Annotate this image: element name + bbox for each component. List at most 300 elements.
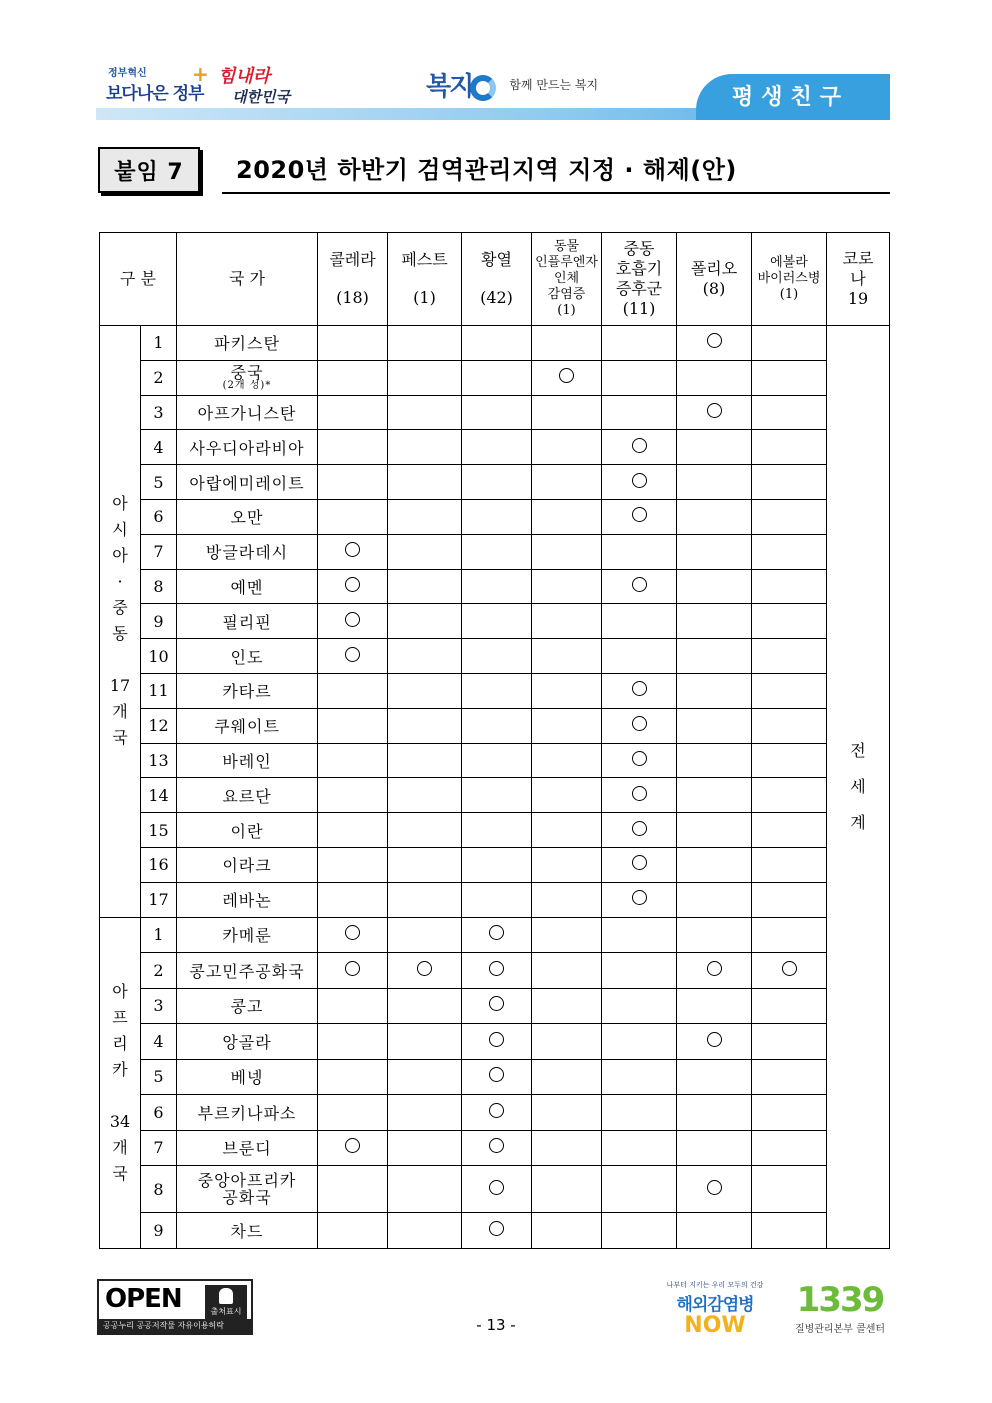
circle-mark-icon xyxy=(632,855,647,870)
mark-cell xyxy=(677,430,752,465)
circle-mark-icon xyxy=(632,438,647,453)
row-number: 11 xyxy=(141,673,177,708)
mark-cell xyxy=(462,708,532,743)
circle-mark-icon xyxy=(489,1221,504,1236)
country-name: 파키스탄 xyxy=(177,326,318,361)
row-number: 3 xyxy=(141,988,177,1024)
mark-cell xyxy=(602,1130,677,1166)
country-name: 콩고민주공화국 xyxy=(177,953,318,989)
circle-mark-icon xyxy=(345,961,360,976)
country-name: 부르키나파소 xyxy=(177,1095,318,1131)
mark-cell xyxy=(677,1166,752,1213)
table-row xyxy=(100,917,890,953)
mark-cell xyxy=(388,639,462,674)
mark-cell xyxy=(318,326,388,361)
row-number: 16 xyxy=(141,847,177,882)
mark-cell xyxy=(462,988,532,1024)
mark-cell xyxy=(532,326,602,361)
mark-cell xyxy=(388,430,462,465)
country-name: 중앙아프리카 공화국 xyxy=(177,1166,318,1213)
header-avian-influenza: 동물 인플루엔자 인체 감염증 (1) xyxy=(532,233,602,326)
table-row xyxy=(100,882,890,917)
mark-cell xyxy=(318,708,388,743)
kogl-open-license: OPEN 출처표시 공공누리 공공저작물 자유이용허락 xyxy=(97,1279,253,1335)
mark-cell xyxy=(462,778,532,813)
country-name: 사우디아라비아 xyxy=(177,430,318,465)
mark-cell xyxy=(677,882,752,917)
circle-mark-icon xyxy=(632,716,647,731)
mark-cell xyxy=(388,465,462,500)
mark-cell xyxy=(318,430,388,465)
mark-cell xyxy=(677,395,752,430)
circle-mark-icon xyxy=(782,961,797,976)
country-name: 아랍에미레이트 xyxy=(177,465,318,500)
mark-cell xyxy=(677,1059,752,1095)
circle-mark-icon xyxy=(632,507,647,522)
mark-cell xyxy=(388,395,462,430)
row-number: 3 xyxy=(141,395,177,430)
table-row xyxy=(100,1095,890,1131)
mark-cell xyxy=(532,1059,602,1095)
mark-cell xyxy=(462,673,532,708)
mark-cell xyxy=(677,743,752,778)
mark-cell xyxy=(318,1059,388,1095)
country-name: 이라크 xyxy=(177,847,318,882)
mark-cell xyxy=(752,534,827,569)
mark-cell xyxy=(602,1059,677,1095)
mark-cell xyxy=(602,743,677,778)
mark-cell xyxy=(462,917,532,953)
bokji-logo: 복지 $^{함께 만드는 복지}$ xyxy=(426,72,599,102)
circle-mark-icon xyxy=(345,612,360,627)
mark-cell xyxy=(532,1166,602,1213)
mark-cell xyxy=(388,1166,462,1213)
mark-cell xyxy=(752,917,827,953)
mark-cell xyxy=(388,708,462,743)
row-number: 10 xyxy=(141,639,177,674)
circle-mark-icon xyxy=(489,1067,504,1082)
mark-cell xyxy=(677,1095,752,1131)
row-number: 2 xyxy=(141,360,177,395)
mark-cell xyxy=(318,569,388,604)
mark-cell xyxy=(752,1130,827,1166)
mark-cell xyxy=(388,1095,462,1131)
header-ebola: 에볼라 바이러스병 (1) xyxy=(752,233,827,326)
mark-cell xyxy=(532,743,602,778)
mark-cell xyxy=(318,673,388,708)
covid-worldwide-cell: 전 세 계 xyxy=(827,326,890,1249)
mark-cell xyxy=(462,604,532,639)
row-number: 4 xyxy=(141,430,177,465)
mark-cell xyxy=(462,1130,532,1166)
mark-cell xyxy=(602,882,677,917)
mark-cell xyxy=(752,639,827,674)
table-row xyxy=(100,604,890,639)
mark-cell xyxy=(462,569,532,604)
mark-cell xyxy=(388,778,462,813)
mark-cell xyxy=(602,395,677,430)
header-row xyxy=(100,233,890,326)
mark-cell xyxy=(318,953,388,989)
mark-cell xyxy=(752,360,827,395)
country-name: 쿠웨이트 xyxy=(177,708,318,743)
mark-cell xyxy=(532,708,602,743)
row-number: 12 xyxy=(141,708,177,743)
mark-cell xyxy=(532,534,602,569)
table-row xyxy=(100,639,890,674)
mark-cell xyxy=(752,326,827,361)
row-number: 6 xyxy=(141,499,177,534)
mark-cell xyxy=(602,360,677,395)
mark-cell xyxy=(677,813,752,848)
mark-cell xyxy=(602,465,677,500)
country-name: 필리핀 xyxy=(177,604,318,639)
mark-cell xyxy=(318,917,388,953)
mark-cell xyxy=(388,988,462,1024)
country-name: 요르단 xyxy=(177,778,318,813)
mark-cell xyxy=(752,499,827,534)
strong-korea-logo: 힘내라 대한민국 xyxy=(218,66,290,106)
mark-cell xyxy=(752,1095,827,1131)
mark-cell xyxy=(318,988,388,1024)
mark-cell xyxy=(318,499,388,534)
mark-cell xyxy=(532,465,602,500)
mark-cell xyxy=(318,743,388,778)
mark-cell xyxy=(318,778,388,813)
table-row xyxy=(100,465,890,500)
country-name: 레바논 xyxy=(177,882,318,917)
mark-cell xyxy=(462,1059,532,1095)
country-name: 오만 xyxy=(177,499,318,534)
table-row xyxy=(100,743,890,778)
mark-cell xyxy=(602,326,677,361)
row-number: 6 xyxy=(141,1095,177,1131)
mark-cell xyxy=(532,813,602,848)
quarantine-table xyxy=(99,232,890,1249)
mark-cell xyxy=(602,917,677,953)
row-number: 15 xyxy=(141,813,177,848)
table-row xyxy=(100,499,890,534)
mark-cell xyxy=(677,1130,752,1166)
kcdc-1339-logo: 1339 질병관리본부 콜센터 xyxy=(794,1280,886,1335)
mark-cell xyxy=(602,813,677,848)
mark-cell xyxy=(318,395,388,430)
table-row xyxy=(100,1130,890,1166)
mark-cell xyxy=(462,430,532,465)
mark-cell xyxy=(388,534,462,569)
mark-cell xyxy=(602,1024,677,1060)
circle-mark-icon xyxy=(632,577,647,592)
mark-cell xyxy=(752,778,827,813)
mark-cell xyxy=(532,1213,602,1249)
mark-cell xyxy=(752,1166,827,1213)
header-plague: 페스트 (1) xyxy=(388,233,462,326)
mark-cell xyxy=(388,1130,462,1166)
mark-cell xyxy=(752,708,827,743)
table-row xyxy=(100,395,890,430)
mark-cell xyxy=(388,326,462,361)
mark-cell xyxy=(677,360,752,395)
circle-mark-icon xyxy=(632,751,647,766)
mark-cell xyxy=(532,1024,602,1060)
header-mers: 중동 호흡기 증후군 (11) xyxy=(602,233,677,326)
circle-mark-icon xyxy=(632,890,647,905)
mark-cell xyxy=(532,639,602,674)
mark-cell xyxy=(318,360,388,395)
gov-innovation-logo: 정부혁신 보다나은 정부 + xyxy=(106,62,209,104)
mark-cell xyxy=(677,326,752,361)
header-category: 구 분 xyxy=(100,233,177,326)
mark-cell xyxy=(318,847,388,882)
mark-cell xyxy=(532,499,602,534)
table-row xyxy=(100,813,890,848)
country-name: 중국 (2개 성)* xyxy=(177,360,318,395)
mark-cell xyxy=(532,847,602,882)
mark-cell xyxy=(462,360,532,395)
country-name: 카메룬 xyxy=(177,917,318,953)
table-row xyxy=(100,360,890,395)
region-group-label: 아 시 아 · 중 동 17 개 국 xyxy=(100,326,141,918)
mark-cell xyxy=(602,988,677,1024)
mark-cell xyxy=(752,569,827,604)
row-number: 9 xyxy=(141,604,177,639)
header-country: 국 가 xyxy=(177,233,318,326)
row-number: 2 xyxy=(141,953,177,989)
table-row xyxy=(100,1024,890,1060)
mark-cell xyxy=(462,847,532,882)
row-number: 7 xyxy=(141,1130,177,1166)
mark-cell xyxy=(602,1213,677,1249)
mark-cell xyxy=(602,569,677,604)
mark-cell xyxy=(532,953,602,989)
circle-mark-icon xyxy=(489,1138,504,1153)
header-tab: 평생친구 xyxy=(696,74,890,120)
mark-cell xyxy=(462,1095,532,1131)
mark-cell xyxy=(602,1166,677,1213)
table-row xyxy=(100,534,890,569)
mark-cell xyxy=(318,1024,388,1060)
circle-mark-icon xyxy=(345,647,360,662)
table-row xyxy=(100,1166,890,1213)
country-name: 카타르 xyxy=(177,673,318,708)
mark-cell xyxy=(677,639,752,674)
header-yellow-fever: 황열 (42) xyxy=(462,233,532,326)
page-number: - 13 - xyxy=(476,1316,516,1334)
table-row xyxy=(100,569,890,604)
mark-cell xyxy=(677,1024,752,1060)
row-number: 14 xyxy=(141,778,177,813)
circle-mark-icon xyxy=(707,1032,722,1047)
mark-cell xyxy=(752,395,827,430)
table-row xyxy=(100,1213,890,1249)
mark-cell xyxy=(462,534,532,569)
circle-mark-icon xyxy=(632,681,647,696)
mark-cell xyxy=(318,639,388,674)
mark-cell xyxy=(752,847,827,882)
mark-cell xyxy=(752,988,827,1024)
country-name: 콩고 xyxy=(177,988,318,1024)
mark-cell xyxy=(752,1213,827,1249)
circle-mark-icon xyxy=(632,786,647,801)
mark-cell xyxy=(677,917,752,953)
mark-cell xyxy=(388,1059,462,1095)
mark-cell xyxy=(462,395,532,430)
row-number: 9 xyxy=(141,1213,177,1249)
mark-cell xyxy=(752,1059,827,1095)
attribution-icon: 출처표시 xyxy=(205,1285,247,1319)
mark-cell xyxy=(677,569,752,604)
mark-cell xyxy=(318,1095,388,1131)
table-row xyxy=(100,847,890,882)
row-number: 1 xyxy=(141,326,177,361)
country-name: 아프가니스탄 xyxy=(177,395,318,430)
mark-cell xyxy=(602,639,677,674)
circle-mark-icon xyxy=(707,1180,722,1195)
mark-cell xyxy=(388,917,462,953)
mark-cell xyxy=(677,708,752,743)
mark-cell xyxy=(677,988,752,1024)
mark-cell xyxy=(462,499,532,534)
mark-cell xyxy=(602,499,677,534)
row-number: 8 xyxy=(141,1166,177,1213)
mark-cell xyxy=(462,465,532,500)
table-row xyxy=(100,988,890,1024)
mark-cell xyxy=(677,1213,752,1249)
row-number: 8 xyxy=(141,569,177,604)
circle-mark-icon xyxy=(559,368,574,383)
mark-cell xyxy=(462,1166,532,1213)
country-name: 앙골라 xyxy=(177,1024,318,1060)
mark-cell xyxy=(752,465,827,500)
page-title: 2020년 하반기 검역관리지역 지정 · 해제(안) xyxy=(222,148,890,194)
circle-mark-icon xyxy=(345,577,360,592)
mark-cell xyxy=(388,673,462,708)
circle-mark-icon xyxy=(707,333,722,348)
mark-cell xyxy=(318,813,388,848)
mark-cell xyxy=(677,465,752,500)
mark-cell xyxy=(388,360,462,395)
circle-mark-icon xyxy=(417,961,432,976)
circle-mark-icon xyxy=(489,1032,504,1047)
row-number: 17 xyxy=(141,882,177,917)
mark-cell xyxy=(462,1213,532,1249)
mark-cell xyxy=(532,1095,602,1131)
mark-cell xyxy=(602,604,677,639)
mark-cell xyxy=(532,673,602,708)
mark-cell xyxy=(318,882,388,917)
mark-cell xyxy=(677,953,752,989)
mark-cell xyxy=(532,988,602,1024)
mark-cell xyxy=(462,743,532,778)
circle-mark-icon xyxy=(489,1180,504,1195)
mark-cell xyxy=(318,534,388,569)
circle-mark-icon xyxy=(345,1138,360,1153)
mark-cell xyxy=(602,708,677,743)
mark-cell xyxy=(388,1024,462,1060)
mark-cell xyxy=(318,465,388,500)
plus-icon: + xyxy=(192,62,209,86)
mark-cell xyxy=(677,673,752,708)
header-cholera: 콜레라 (18) xyxy=(318,233,388,326)
mark-cell xyxy=(677,604,752,639)
circle-mark-icon xyxy=(345,542,360,557)
circle-mark-icon xyxy=(632,821,647,836)
mark-cell xyxy=(462,882,532,917)
country-name: 예멘 xyxy=(177,569,318,604)
table-row xyxy=(100,708,890,743)
mark-cell xyxy=(532,778,602,813)
mark-cell xyxy=(602,673,677,708)
mark-cell xyxy=(752,743,827,778)
mark-cell xyxy=(462,326,532,361)
region-group-label: 아 프 리 카 34 개 국 xyxy=(100,917,141,1248)
mark-cell xyxy=(752,604,827,639)
mark-cell xyxy=(388,743,462,778)
mark-cell xyxy=(752,882,827,917)
mark-cell xyxy=(532,604,602,639)
mark-cell xyxy=(318,604,388,639)
mark-cell xyxy=(602,778,677,813)
mark-cell xyxy=(602,1095,677,1131)
mark-cell xyxy=(677,534,752,569)
page-header xyxy=(96,56,890,124)
circle-mark-icon xyxy=(707,403,722,418)
mark-cell xyxy=(677,847,752,882)
row-number: 5 xyxy=(141,465,177,500)
table-row xyxy=(100,326,890,361)
circle-mark-icon xyxy=(489,996,504,1011)
mark-cell xyxy=(532,917,602,953)
mark-cell xyxy=(532,360,602,395)
mark-cell xyxy=(388,1213,462,1249)
country-name: 인도 xyxy=(177,639,318,674)
country-name: 이란 xyxy=(177,813,318,848)
mark-cell xyxy=(462,1024,532,1060)
mark-cell xyxy=(462,639,532,674)
country-name: 바레인 xyxy=(177,743,318,778)
table-row xyxy=(100,953,890,989)
table-row xyxy=(100,778,890,813)
country-name: 브룬디 xyxy=(177,1130,318,1166)
mark-cell xyxy=(462,953,532,989)
mark-cell xyxy=(388,604,462,639)
mark-cell xyxy=(532,395,602,430)
table-row xyxy=(100,430,890,465)
mark-cell xyxy=(318,1166,388,1213)
mark-cell xyxy=(752,673,827,708)
mark-cell xyxy=(388,813,462,848)
mark-cell xyxy=(388,569,462,604)
circle-mark-icon xyxy=(345,925,360,940)
attachment-badge: 붙임 7 xyxy=(98,147,200,193)
circle-mark-icon xyxy=(489,1103,504,1118)
mark-cell xyxy=(532,1130,602,1166)
mark-cell xyxy=(602,847,677,882)
country-name: 방글라데시 xyxy=(177,534,318,569)
mark-cell xyxy=(532,882,602,917)
mark-cell xyxy=(602,430,677,465)
mark-cell xyxy=(677,778,752,813)
mark-cell xyxy=(602,953,677,989)
row-number: 4 xyxy=(141,1024,177,1060)
overseas-infection-now-logo: 나부터 지키는 우리 모두의 건강 해외감염병 NOW xyxy=(666,1281,764,1338)
circle-mark-icon xyxy=(707,961,722,976)
header-polio: 폴리오 (8) xyxy=(677,233,752,326)
row-number: 13 xyxy=(141,743,177,778)
mark-cell xyxy=(462,813,532,848)
row-number: 1 xyxy=(141,917,177,953)
mark-cell xyxy=(388,953,462,989)
